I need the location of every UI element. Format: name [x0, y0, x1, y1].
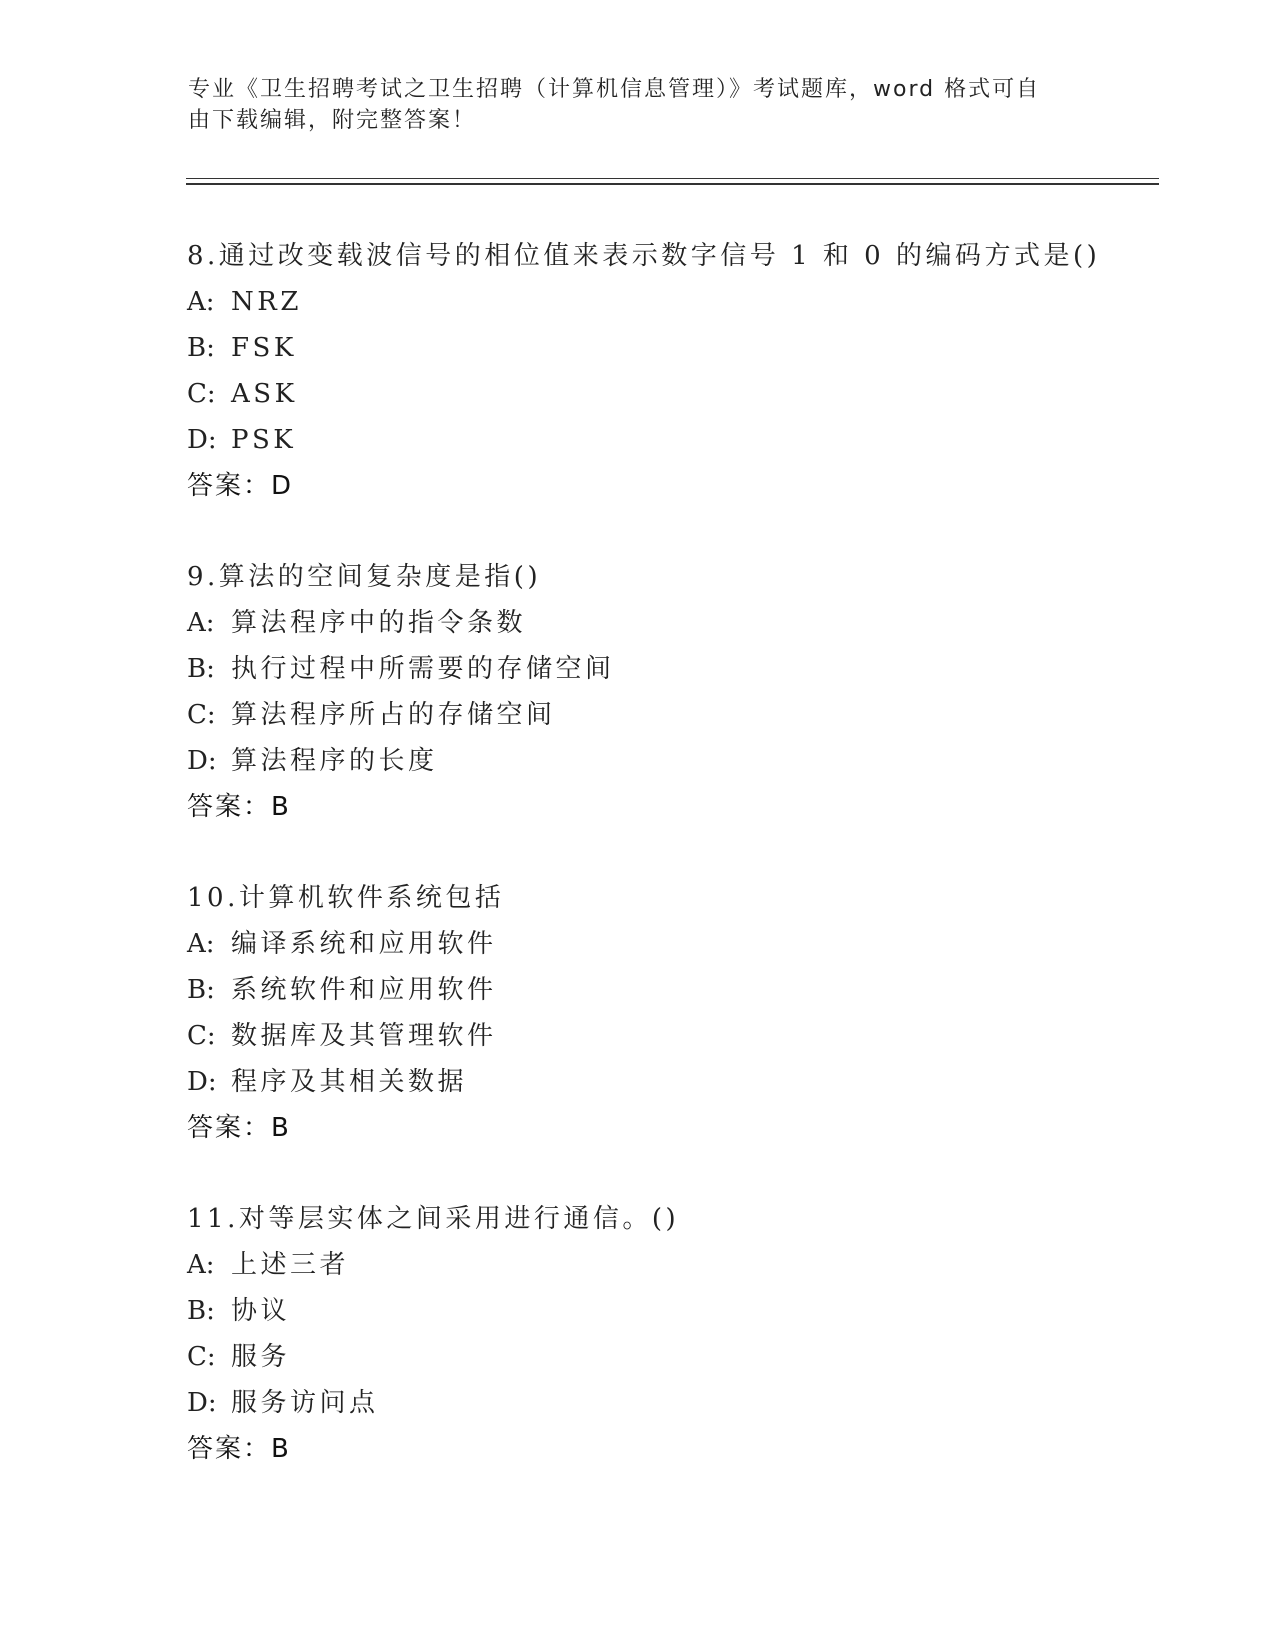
- option-key: D:: [187, 1388, 217, 1418]
- header-divider-bottom: [186, 183, 1159, 185]
- option-c: [187, 371, 1167, 417]
- option-d: [187, 417, 1167, 463]
- header-line-1: 专业《卫生招聘考试之卫生招聘（计算机信息管理）》考试题库，word 格式可自: [188, 77, 1041, 102]
- option-a: [187, 600, 1167, 646]
- option-text: 算法程序所占的存储空间: [231, 700, 556, 730]
- option-b: [187, 1288, 1167, 1334]
- option-a: [187, 1242, 1167, 1288]
- option-a: [187, 921, 1167, 967]
- option-key: B:: [187, 1296, 215, 1326]
- question-stem: 9.算法的空间复杂度是指(): [187, 562, 542, 592]
- question-8: [187, 233, 1167, 509]
- option-text: PSK: [231, 425, 297, 455]
- question-stem: 10.计算机软件系统包括: [187, 883, 505, 913]
- option-key: C:: [187, 700, 216, 730]
- option-d: [187, 738, 1167, 784]
- option-text: FSK: [231, 333, 297, 363]
- header-divider-top: [186, 178, 1159, 179]
- answer-line: 答案：B: [187, 1434, 291, 1464]
- option-c: [187, 1013, 1167, 1059]
- option-d: [187, 1059, 1167, 1105]
- option-c: [187, 1334, 1167, 1380]
- option-text: 编译系统和应用软件: [231, 929, 497, 959]
- option-key: C:: [187, 379, 216, 409]
- option-d: [187, 1380, 1167, 1426]
- option-text: 执行过程中所需要的存储空间: [231, 654, 615, 684]
- option-a: [187, 279, 1167, 325]
- option-text: 服务访问点: [231, 1388, 379, 1418]
- option-key: B:: [187, 333, 215, 363]
- option-key: B:: [187, 654, 215, 684]
- question-11: [187, 1196, 1167, 1472]
- option-text: 算法程序中的指令条数: [231, 608, 527, 638]
- option-text: ASK: [231, 379, 298, 409]
- option-text: 数据库及其管理软件: [231, 1021, 497, 1051]
- option-text: NRZ: [231, 287, 302, 317]
- question-stem: 8.通过改变载波信号的相位值来表示数字信号 1 和 0 的编码方式是(): [187, 241, 1101, 271]
- option-key: A:: [187, 287, 215, 317]
- answer-line: 答案：D: [187, 471, 294, 501]
- option-text: 上述三者: [231, 1250, 350, 1280]
- option-key: B:: [187, 975, 215, 1005]
- option-text: 程序及其相关数据: [231, 1067, 468, 1097]
- option-key: A:: [187, 1250, 215, 1280]
- option-b: [187, 325, 1167, 371]
- option-text: 服务: [231, 1342, 291, 1372]
- option-b: [187, 646, 1167, 692]
- option-text: 系统软件和应用软件: [231, 975, 497, 1005]
- option-key: A:: [187, 929, 215, 959]
- option-key: C:: [187, 1342, 216, 1372]
- option-key: C:: [187, 1021, 216, 1051]
- option-text: 协议: [231, 1296, 291, 1326]
- option-key: A:: [187, 608, 215, 638]
- document-header: [188, 74, 1088, 136]
- option-key: D:: [187, 746, 217, 776]
- question-9: [187, 554, 1167, 830]
- option-key: D:: [187, 1067, 217, 1097]
- option-key: D:: [187, 425, 217, 455]
- option-text: 算法程序的长度: [231, 746, 438, 776]
- header-line-2: 由下载编辑，附完整答案！: [188, 108, 477, 133]
- answer-line: 答案：B: [187, 792, 291, 822]
- answer-line: 答案：B: [187, 1113, 291, 1143]
- question-10: [187, 875, 1167, 1151]
- option-b: [187, 967, 1167, 1013]
- question-stem: 11.对等层实体之间采用进行通信。(): [187, 1204, 680, 1234]
- option-c: [187, 692, 1167, 738]
